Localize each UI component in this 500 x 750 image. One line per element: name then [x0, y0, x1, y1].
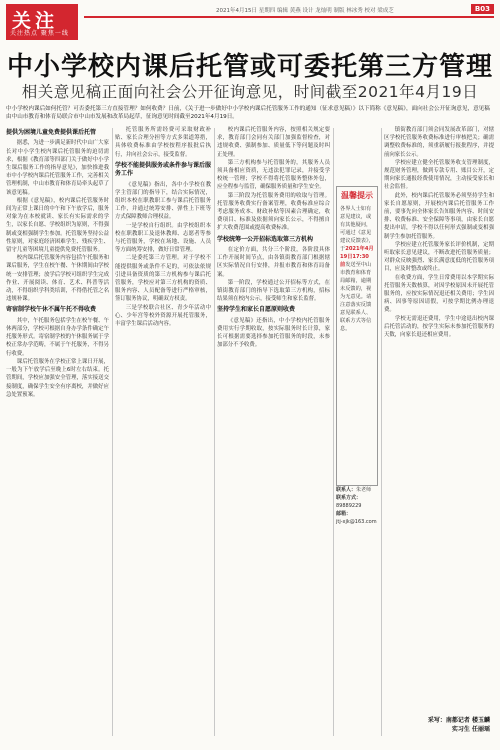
column-divider — [333, 128, 334, 736]
byline — [420, 716, 490, 734]
subheadline: 相关意见稿正面向社会公开征询意见，时间截至2021年4月19日 — [21, 83, 479, 101]
paragraph: 托管服务所需经费可采取财政补贴、家长合理分担等方式多渠道筹措，具体收费标准由学校按程序报批后执行，并向社会公示，接受监督。 — [115, 127, 211, 158]
paragraph: 《意见稿》还指出，中小学校内托管服务费用实行学期收取，按实际服务时长计算，家长可根据需要选择参加托管服务的时段，未参加部分不予收费。 — [217, 317, 330, 349]
notice-text-1: 各界人士如有意见建议，或有其他疑问，可通过《意见建议反馈表》，于 — [340, 206, 374, 252]
notice-deadline: 2021年4月19日17:30前 — [340, 246, 374, 268]
article-column-1 — [6, 126, 109, 738]
section-heading: 坚持学生和家长自愿原则收费 — [217, 306, 296, 314]
notice-text-2: 发送至中山市教育和体育局邮箱，逾期未反馈的，视为无意见。请注意落实反馈意见联系人、联系方式等信息。 — [340, 262, 372, 332]
paragraph: 校内课后托管服务内容，按照相关规定要求，教育部门会同有关部门加强监督检查，对违规收费、强制参加、质量低下等问题及时纠正处理。 — [217, 127, 330, 158]
notice-body — [340, 205, 374, 333]
paragraph: 校内课后托管服务内容包括午托服务和课后服务，学生在校午餐、午休期间由学校统一安排管理；放学后学校可组织学生完成作业、开展阅读、体育、艺术、科普等活动，不得组织学科类培训，不得借托管之名违规补课。 — [6, 255, 109, 303]
column-divider — [214, 128, 215, 736]
paragraph: 第三方机构参与托管服务的，其服务人员须具备相应资质，无违法犯罪记录，并接受学校统一管理；学校不得将托管服务整体外包，应全程参与监管，确保服务质量和学生安全。 — [217, 159, 330, 191]
article-column-3 — [217, 126, 330, 738]
section-heading: 学校统筹一公开招标选取第三方机构 — [217, 235, 314, 243]
paragraph: 三是学校联合社区、青少年活动中心、少年宫等校外资源开展托管服务，丰富学生课后活动内容。 — [115, 304, 211, 328]
section-heading: 学校不能提供服务或条件参与课后服务工作 — [115, 161, 211, 178]
notice-box — [336, 186, 378, 486]
header-rule — [84, 16, 494, 18]
section-slogan: 关注热点 聚焦一线 — [10, 30, 69, 37]
paragraph: 据悉，为进一步满足新时代中山广大家长对中小学生校内课后托管服务的迫切需求，根据《教育部等四部门关于做好中小学生课后服务工作的指导意见》，加快推进我市中小学校内课后托管服务工作，完善相关管理机制，中山市教育和体育局牵头起草了该意见稿。 — [6, 140, 109, 196]
paragraph: 二是委托第三方管理。对于学校不能提供服务或条件不足的，可依法依规引进具备资质的第三方机构参与课后托管服务，学校应对第三方机构的资质、服务内容、人员配备等进行严格审核，签订服务协议，明确双方权责。 — [115, 255, 211, 303]
paragraph: 《意见稿》指出，各中小学校在教学主管部门的指导下，结合实际情况，组织本校在职教职工参与课后托管服务工作，并通过统筹安排、弹性上下班等方式保障教师合理权益。 — [115, 181, 211, 221]
headline: 中小学校内课后托管或可委托第三方管理 — [6, 52, 493, 82]
paragraph: 一是学校自行组织。由学校组织本校在职教职工及退休教师、志愿者等参与托管服务，学校在场地、设施、人员等方面统筹安排，做好日常管理。 — [115, 222, 211, 254]
column-divider — [381, 128, 382, 736]
contact-phone-label: 联系方式： — [336, 495, 362, 501]
paragraph: 第三阶段为托管服务费用的收取与管理。托管服务收费实行备案管理，收费标准应综合考虑服务成本、财政补贴等因素合理确定，收费项目、标准及依据须向家长公示，不得擅自扩大收费范围或提高收费标准。 — [217, 192, 330, 232]
paragraph: 根据《意见稿》，校内课后托管服务时间为正常上课日的中午和下午放学后，服务对象为在本校就读、家长有实际需求的学生，以家长自愿、学校组织为原则，不得强制或变相强制学生参加。托管服务坚持公益性原则，对家庭经济困难学生、残疾学生、留守儿童等困境儿童提供免费托管服务。 — [6, 197, 109, 254]
issue-line: 2021年4月15日 星期四 编辑 黄燕 设计 龙灿明 制版 林冰秀 校对 梁成芝 — [216, 8, 394, 14]
section-tag — [6, 4, 78, 40]
contact-email-label: 邮箱： — [336, 511, 352, 517]
section-name: 关注 — [12, 10, 59, 32]
paragraph: 镇街教育部门须会同发展改革部门，对辖区学校托管服务收费标准进行审核把关；确需调整收费标准的，须重新履行报批程序，并提前向家长公示。 — [384, 127, 494, 158]
byline-intern: 实习生 任丽瑶 — [451, 726, 490, 733]
article-column-2 — [115, 126, 211, 738]
paragraph: 学校无需退还费用，学生中途退出校内课后托管活动的，按学生实际未参加托管服务的天数，向家长退还相应费用。 — [384, 315, 494, 339]
article-column-4 — [384, 126, 494, 738]
paragraph: 在定价方面，共分三个阶段，各阶段具体工作开展时间节点，由各镇街教育部门根据辖区实际情况自行安排，并报市教育和体育局备案。 — [217, 247, 330, 278]
contact-info — [336, 486, 378, 526]
paragraph: 第一阶段，学校通过公开招标等方式，在镇街教育部门的指导下选取第三方机构，招标结果须在校内公示，接受师生和家长监督。 — [217, 279, 330, 303]
contact-person: 朱老师 — [356, 487, 372, 493]
contact-person-label: 联系人： — [336, 487, 357, 493]
paragraph: 此外，校内课后托管服务必须坚持学生和家长自愿原则，开展校内课后托管服务工作前，要事先向全体家长告知服务内容、时间安排、收费标准、安全保障等事项，由家长自愿提出申请，学校不得以任何形式强制或变相强制学生参加托管服务。 — [384, 192, 494, 240]
paragraph: 在收费方面，学生日常费用以本学期实际托管服务天数核算，对因学校原因未开展托管服务的，应按实际情况退还相关费用；学生因病、因事等原因请假，可按学期比例办理退费。 — [384, 274, 494, 314]
section-heading: 提供为困境儿童免费提供课后托管 — [6, 129, 97, 136]
section-heading: 寄宿制学校午休不属午托不得收费 — [6, 306, 97, 314]
lead-paragraph: 中小学校内课后如何托管？可否委托第三方直接管理？如何收费？日前，《关于进一步做好中小学校内课后托管服务工作的通知（征求意见稿）》以下简称《意见稿》，面向社会公开征询意见，意见稿由中山市教育和体育局联合市中山市发展和改革局起草，征询意见时间截至2021年4月19日。 — [6, 106, 490, 120]
contact-email[interactable]: jtj-xjk@163.com — [336, 519, 377, 525]
paragraph: 学校应建立托管服务家长评价机制，定期听取家长意见建议，不断改进托管服务质量；对群众反映强烈、家长满意度低的托管服务项目，应及时整改或终止。 — [384, 241, 494, 273]
paragraph: 其中，午托服务包括学生在校午餐、午休两部分，学校可根据自身办学条件确定午托服务形式。寄宿制学校的午休服务属于学校正常办学范畴，不属于午托服务，不得另行收费。 — [6, 317, 109, 357]
paragraph: 学校应建立健全托管服务收支管理制度，规范财务管理，做到专款专用、账目公开，定期向家长通报经费使用情况，主动接受家长和社会监督。 — [384, 159, 494, 191]
column-divider — [112, 128, 113, 736]
byline-reporter: 采写：南都记者 楼玉麟 — [427, 717, 490, 724]
masthead — [6, 4, 494, 44]
page-number: B03 — [471, 4, 494, 14]
paragraph: 课后托管服务在学校正常上课日开展，一般为下午放学后至晚上6时左右结束。托管期间，学校应加强安全管理，落实接送交接制度，确保学生安全有序离校，并做好应急处置预案。 — [6, 358, 109, 398]
notice-title: 温馨提示 — [341, 191, 373, 200]
contact-phone: 89889229 — [336, 503, 362, 509]
